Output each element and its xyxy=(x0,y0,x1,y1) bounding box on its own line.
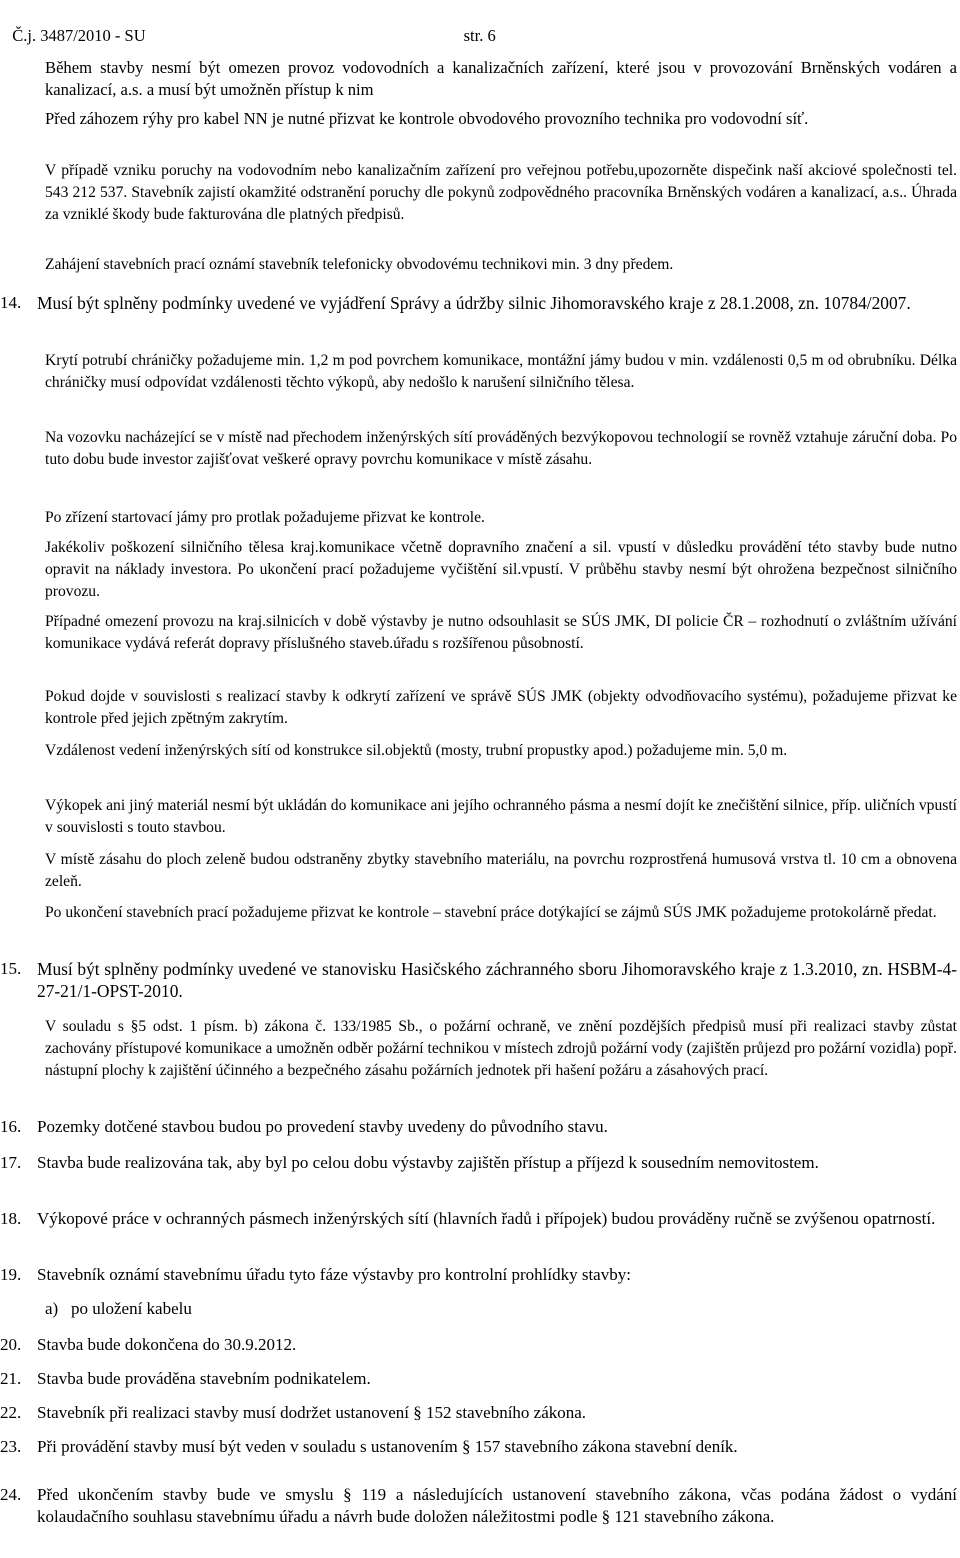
item-number: 17. xyxy=(0,1153,22,1172)
document-reference: Č.j. 3487/2010 - SU xyxy=(12,26,146,45)
item14-paragraph-2: Na vozovku nacházející se v místě nad přechodem inženýrských sítí prováděných bezvýkopovou technologií se rovněž vztahuje záruční doba. Po tuto dobu bude investor zajišťovat veškeré opravy povrchu komunikace v místě zásahu. xyxy=(45,429,957,468)
item-text: Musí být splněny podmínky uvedené ve stanovisku Hasičského záchranného sboru Jihomoravského kraje z 1.3.2010, zn. HSBM-4-27-21/1-OPST-2010. xyxy=(37,959,957,1001)
item-text: Pozemky dotčené stavbou budou po provedení stavby uvedeny do původního stavu. xyxy=(37,1117,608,1136)
item-number: 14. xyxy=(0,293,22,312)
item-text: Při provádění stavby musí být veden v souladu s ustanovením § 157 stavebního zákona stavební deník. xyxy=(37,1437,738,1456)
item-number: 19. xyxy=(0,1265,22,1284)
item-text: Stavebník oznámí stavebnímu úřadu tyto fáze výstavby pro kontrolní prohlídky stavby: xyxy=(37,1265,631,1284)
item15-paragraph: V souladu s §5 odst. 1 písm. b) zákona č. 133/1985 Sb., o požární ochraně, ve znění pozdějších předpisů musí při realizaci stavby zůstat zachovány přístupové komunikace a umožněn odběr požární technikou v místech zdrojů požární vody (zajištěn průjezd pro požární vozidla) popř. nástupní plochy k zajištění účinného a bezpečného zásahu požárních jednotek při hašení požáru a zásahových prací. xyxy=(45,1018,957,1079)
item14-paragraph-9: V místě zásahu do ploch zeleně budou odstraněny zbytky stavebního materiálu, na povrchu rozprostřená humusová vrstva tl. 10 cm a obnovena zeleň. xyxy=(45,851,957,890)
item14-paragraph-7: Vzdálenost vedení inženýrských sítí od konstrukce sil.objektů (mosty, trubní propustky apod.) požadujeme min. 5,0 m. xyxy=(45,742,788,759)
item14-paragraph-4: Jakékoliv poškození silničního tělesa kraj.komunikace včetně dopravního značení a sil. vpustí v důsledku provádění této stavby bude nutno opravit na náklady investora. Po ukončení prací požadujeme vyčištění sil.vpustí. V průběhu stavby nesmí být ohrožena bezpečnost silničního provozu. xyxy=(45,539,957,600)
item-number: 16. xyxy=(0,1117,22,1136)
item-text: Stavebník při realizaci stavby musí dodržet ustanovení § 152 stavebního zákona. xyxy=(37,1403,587,1422)
item-number: 22. xyxy=(0,1403,22,1422)
page-number: str. 6 xyxy=(463,26,496,45)
item-number: 15. xyxy=(0,959,22,978)
item14-paragraph-1: Krytí potrubí chráničky požadujeme min. 1,2 m pod povrchem komunikace, montážní jámy budou v min. vzdálenosti 0,5 m od obrubníku. Délka chráničky musí odpovídat vzdálenosti těchto výkopů, aby nedošlo k narušení silničního tělesa. xyxy=(45,352,957,391)
list-subitem-a xyxy=(45,1298,192,1320)
item14-paragraph-10: Po ukončení stavebních prací požadujeme přizvat ke kontrole – stavební práce dotýkající se zájmů SÚS JMK požadujeme protokolárně předat. xyxy=(45,904,937,921)
item-text: Výkopové práce v ochranných pásmech inženýrských sítí (hlavních řadů i přípojek) budou prováděny ručně se zvýšenou opatrností. xyxy=(37,1209,936,1228)
paragraph-water-supply: Během stavby nesmí být omezen provoz vodovodních a kanalizačních zařízení, které jsou v provozování Brněnských vodáren a kanalizací, a.s. a musí být umožněn přístup k nim xyxy=(45,58,957,99)
subitem-label: a) xyxy=(45,1299,59,1318)
item-number: 18. xyxy=(0,1209,22,1228)
item-number: 21. xyxy=(0,1369,22,1388)
paragraph-trench: Před záhozem rýhy pro kabel NN je nutné přizvat ke kontrole obvodového provozního technika pro vodovodní síť. xyxy=(45,109,809,128)
subitem-text: po uložení kabelu xyxy=(71,1299,192,1318)
item-number: 24. xyxy=(0,1485,22,1504)
paragraph-start-notice: Zahájení stavebních prací oznámí stavebník telefonicky obvodovému technikovi min. 3 dny předem. xyxy=(45,256,674,273)
paragraph-failure: V případě vzniku poruchy na vodovodním nebo kanalizačním zařízení pro veřejnou potřebu,upozorněte dispečink naší akciové společnosti tel. 543 212 537. Stavebník zajistí okamžité odstranění poruchy dle pokynů zodpovědného pracovníka Brněnských vodáren a kanalizací, a.s.. Úhrada za vzniklé škody bude fakturována dle platných předpisů. xyxy=(45,162,957,223)
item-text: Stavba bude dokončena do 30.9.2012. xyxy=(37,1335,297,1354)
item14-paragraph-5: Případné omezení provozu na kraj.silnicích v době výstavby je nutno odsouhlasit se SÚS JMK, DI policie ČR – rozhodnutí o zvláštním užívání komunikace vydává referát dopravy příslušného staveb.úřadu s rozšířenou působností. xyxy=(45,613,957,652)
page-header xyxy=(4,6,496,46)
item-text: Před ukončením stavby bude ve smyslu § 119 a následujících ustanovení stavebního zákona, včas podána žádost o vydání kolaudačního souhlasu stavebnímu úřadu a návrh bude doložen náležitostmi podle § 121 stavebního zákona. xyxy=(37,1485,957,1526)
item-text: Musí být splněny podmínky uvedené ve vyjádření Správy a údržby silnic Jihomoravského kraje z 28.1.2008, zn. 10784/2007. xyxy=(37,293,911,313)
item14-paragraph-3: Po zřízení startovací jámy pro protlak požadujeme přizvat ke kontrole. xyxy=(45,509,485,526)
item-text: Stavba bude realizována tak, aby byl po celou dobu výstavby zajištěn přístup a příjezd k sousedním nemovitostem. xyxy=(37,1153,819,1172)
item-text: Stavba bude prováděna stavebním podnikatelem. xyxy=(37,1369,371,1388)
item-number: 23. xyxy=(0,1437,22,1456)
item14-paragraph-8: Výkopek ani jiný materiál nesmí být ukládán do komunikace ani jejího ochranného pásma a nesmí dojít ke znečištění silnice, příp. uličních vpustí v souvislosti s touto stavbou. xyxy=(45,797,957,836)
item-number: 20. xyxy=(0,1335,22,1354)
item14-paragraph-6: Pokud dojde v souvislosti s realizací stavby k odkrytí zařízení ve správě SÚS JMK (objekty odvodňovacího systému), požadujeme přizvat ke kontrole před jejich zpětným zakrytím. xyxy=(45,688,957,727)
